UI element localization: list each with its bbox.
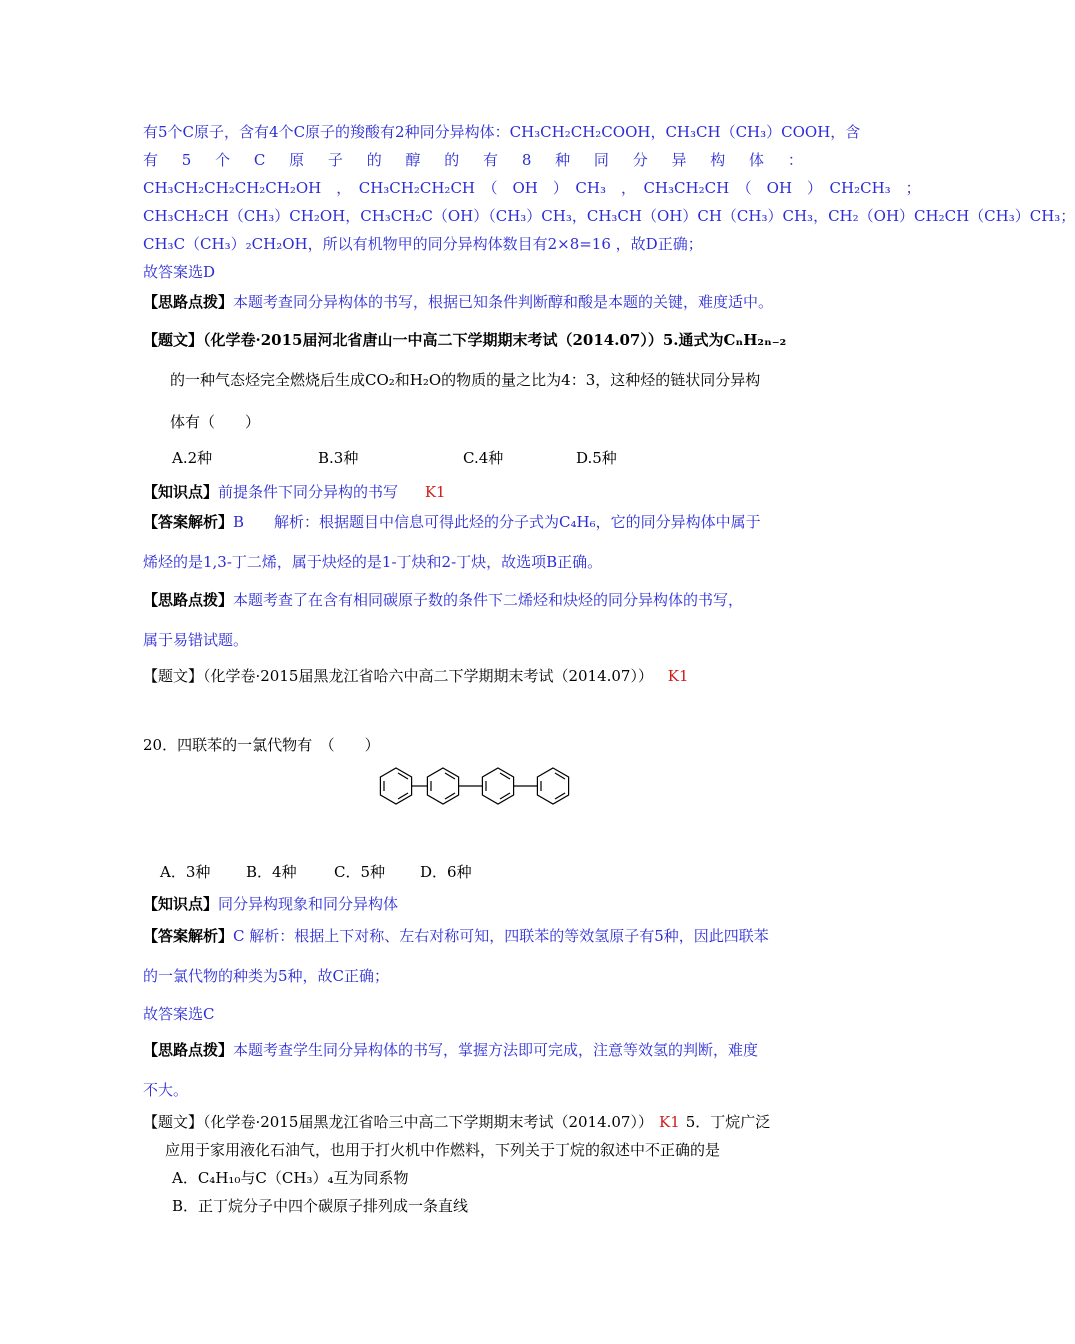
benzene-ring-4 (537, 768, 568, 804)
option-c: C.4种 (463, 449, 504, 467)
option-b: B.3种 (318, 449, 359, 467)
spaced-char: 有 (483, 151, 499, 169)
question-stem: 体有（ ） (170, 413, 261, 431)
spaced-char: 8 (521, 151, 532, 169)
spaced-char: 子 (327, 151, 343, 169)
question-title: 【题文】（化学卷·2015届黑龙江省哈三中高二下学期期末考试（2014.07）） K1 5．丁烷广泛 (143, 1113, 771, 1131)
spaced-char: C (253, 151, 266, 169)
code-label: K1 (667, 667, 689, 685)
quaterphenyl-structure (378, 760, 578, 812)
spaced-char: 的 (366, 151, 382, 169)
option-c: C．5种 (334, 863, 386, 881)
code-label: K1 (658, 1113, 680, 1131)
question-stem: 应用于家用液化石油气，也用于打火机中作燃料，下列关于丁烷的叙述中不正确的是 (165, 1141, 721, 1159)
knowledge-tag: 【知识点】 (143, 483, 219, 501)
answer-tag: 【答案解析】 (143, 927, 234, 945)
option-a: A．C₄H₁₀与C（CH₃）₄互为同系物 (172, 1169, 409, 1187)
answer-text-line: 有5个C原子，含有4个C原子的羧酸有2种同分异构体：CH₃CH₂CH₂COOH，CH₃CH（CH₃）COOH，含 (143, 123, 861, 141)
spaced-char: 体 (749, 151, 765, 169)
benzene-ring-1 (380, 768, 411, 804)
tip-tag: 【思路点拨】 (143, 293, 234, 311)
option-b: B．正丁烷分子中四个碳原子排列成一条直线 (172, 1197, 469, 1215)
answer-text-line: CH₃CH₂CH₂CH₂CH₂OH ， CH₃CH₂CH₂CH （ OH ） CH₃ ， CH₃CH₂CH （ OH ） CH₂CH₃ ； (143, 179, 921, 197)
tip-tag: 【思路点拨】 (143, 591, 234, 609)
tip-line (143, 590, 743, 610)
code-label: K1 (424, 483, 446, 501)
spaced-char: 种 (555, 151, 571, 169)
option-d: D.5种 (576, 449, 617, 467)
tip-text: 本题考查了在含有相同碳原子数的条件下二烯烃和炔烃的同分异构体的书写， (233, 591, 744, 609)
tip-text: 本题考查同分异构体的书写，根据已知条件判断醇和酸是本题的关键，难度适中。 (233, 293, 774, 311)
tip-text: 本题考查学生同分异构体的书写，掌握方法即可完成，注意等效氢的判断，难度 (233, 1041, 759, 1059)
spaced-char: 构 (710, 151, 726, 169)
knowledge-text: 前提条件下同分异构的书写 (218, 483, 399, 501)
answer-text-line: CH₃C（CH₃）₂CH₂OH，所以有机物甲的同分异构体数目有2×8=16 ，故D正确； (143, 235, 703, 253)
answer-text-line: 烯烃的是1,3-丁二烯，属于炔烃的是1-丁炔和2-丁炔，故选项B正确。 (143, 553, 603, 571)
answer-line (143, 512, 761, 532)
knowledge-text: 同分异构现象和同分异构体 (218, 895, 399, 913)
answer-tag: 【答案解析】 (143, 513, 234, 531)
question-title: 【题文】（化学卷·2015届河北省唐山一中高二下学期期末考试（2014.07））5.通式为CₙH₂ₙ₋₂ (143, 331, 787, 349)
question-title: 【题文】（化学卷·2015届黑龙江省哈六中高二下学期期末考试（2014.07）） K1 (143, 667, 689, 685)
answer-text-line: CH₃CH₂CH（CH₃）CH₂OH，CH₃CH₂C（OH）（CH₃）CH₃，CH₃CH（OH）CH（CH₃）CH₃，CH₂（OH）CH₂CH（CH₃）CH₃； (143, 207, 1075, 225)
spaced-char: 的 (444, 151, 460, 169)
option-d: D．6种 (420, 863, 472, 881)
tip-line (143, 292, 773, 312)
spaced-char: 个 (215, 151, 231, 169)
answer-text: B 解析：根据题目中信息可得此烃的分子式为C₄H₆，它的同分异构体中属于 (233, 513, 761, 531)
question-stem: 的一种气态烃完全燃烧后生成CO₂和H₂O的物质的量之比为4：3，这种烃的链状同分异构 (170, 371, 761, 389)
spaced-char: 同 (593, 151, 609, 169)
spaced-char: 分 (632, 151, 648, 169)
answer-text-line: 的一氯代物的种类为5种，故C正确； (143, 967, 390, 985)
tip-text-line: 不大。 (143, 1081, 189, 1099)
spaced-char: 异 (671, 151, 687, 169)
answer-text: C 解析：根据上下对称、左右对称可知，四联苯的等效氢原子有5种，因此四联苯 (233, 927, 769, 945)
benzene-ring-2 (427, 768, 458, 804)
option-a: A.2种 (172, 449, 213, 467)
spaced-char: ： (787, 151, 803, 169)
answer-conclusion: 故答案选C (143, 1005, 215, 1023)
option-b: B．4种 (246, 863, 297, 881)
spaced-char: 有 (143, 151, 159, 169)
tip-tag: 【思路点拨】 (143, 1041, 234, 1059)
spaced-char: 5 (181, 151, 192, 169)
knowledge-point-line (143, 894, 398, 914)
spaced-char: 醇 (405, 151, 421, 169)
benzene-ring-3 (482, 768, 513, 804)
tip-line (143, 1040, 758, 1060)
answer-line (143, 926, 769, 946)
knowledge-tag: 【知识点】 (143, 895, 219, 913)
answer-conclusion: 故答案选D (143, 263, 216, 281)
tip-text-line: 属于易错试题。 (143, 631, 249, 649)
question-stem: 20．四联苯的一氯代物有 （ ） (143, 736, 380, 754)
answer-text-line-justified (143, 150, 803, 170)
option-a: A．3种 (160, 863, 211, 881)
knowledge-point-line (143, 482, 446, 502)
spaced-char: 原 (289, 151, 305, 169)
